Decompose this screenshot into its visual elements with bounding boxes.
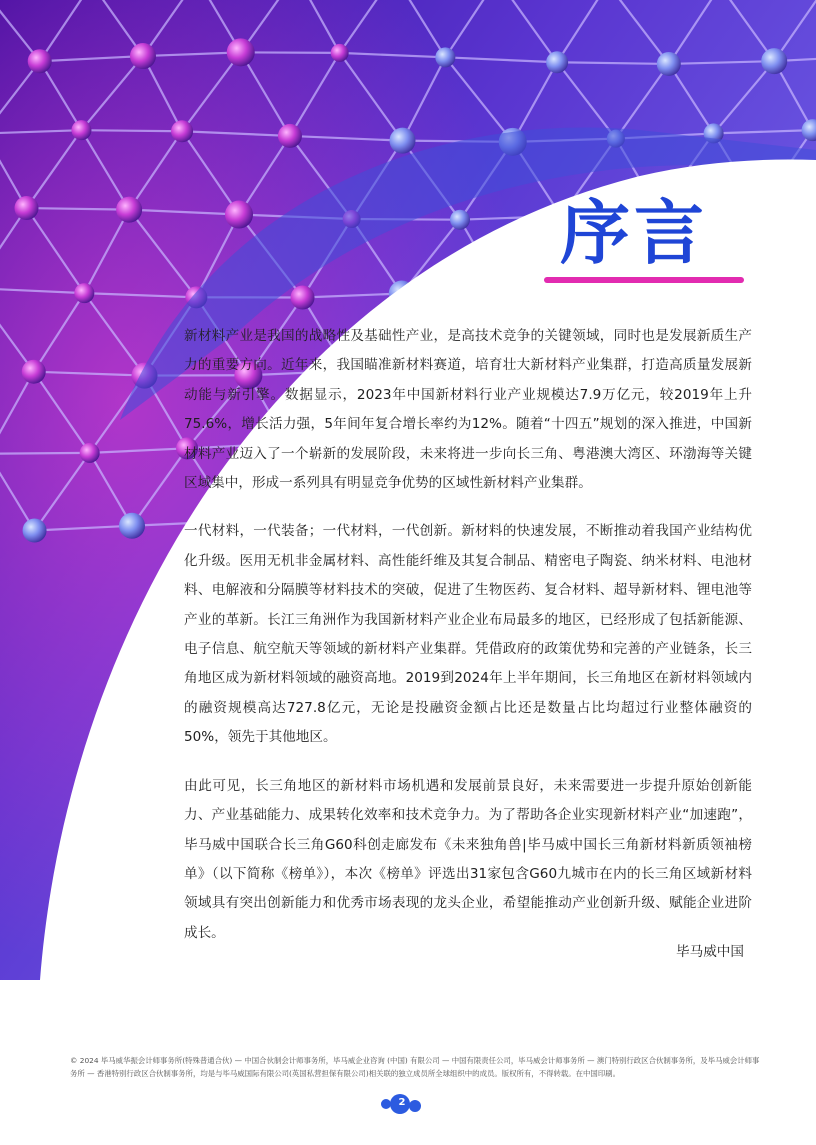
mesh-node (291, 285, 315, 309)
mesh-node (331, 44, 349, 62)
paragraph-2: 一代材料，一代装备；一代材料，一代创新。新材料的快速发展，不断推动着我国产业结构优化升级。医用无机非金属材料、高性能纤维及其复合制品、精密电子陶瓷、纳米材料、电池材料、电解液和分隔膜等材料技术的突破，促进了生物医药、复合材料、超导新材料、锂电池等产业的革新。长江三角洲作为我国新材料产业企业布局最多的地区，已经形成了包括新能源、电子信息、航空航天等领域的新材料产业集群。凭借政府的政策优势和完善的产业链条，长三角地区成为新材料领域的融资高地。2019到2024年上半年期间，长三角地区在新材料领域内的融资规模高达727.8亿元，无论是投融资金额占比还是数量占比均超过行业整体融资的50%，领先于其他地区。 (184, 523, 752, 746)
mesh-node (450, 210, 470, 230)
page-number-label: 2 (398, 1097, 406, 1108)
page-title: 序言 (560, 192, 708, 274)
paragraph-3: 由此可见，长三角地区的新材料市场机遇和发展前景良好，未来需要进一步提升原始创新能力、产业基础能力、成果转化效率和技术竞争力。为了帮助各企业实现新材料产业“加速跑”，毕马威中国联合长三角G60科创走廊发布《未来独角兽|毕马威中国长三角新材料新质领袖榜单》（以下简称《榜单》），本次《榜单》评选出31家包含G60九城市在内的长三角区域新材料领域具有突出创新能力和优秀市场表现的龙头企业，希望能推动产业创新升级、赋能企业进阶成长。 (184, 777, 752, 941)
mesh-node (171, 120, 193, 142)
mesh-node (761, 48, 787, 74)
mesh-node (116, 197, 142, 223)
mesh-node (225, 201, 253, 229)
mesh-node (657, 52, 681, 76)
mesh-node (227, 38, 255, 66)
mesh-node (278, 124, 302, 148)
mesh-link (241, 52, 340, 53)
footer-legal-text: © 2024 毕马威华振会计师事务所(特殊普通合伙) — 中国合伙制会计师事务所，毕马威企业咨询 (中国) 有限公司 — 中国有限责任公司，毕马威会计师事务所 — 澳门特别行政区合伙制事务所，及毕马威会计师事务所 — 香港特别行政区合伙制事务所，均是与毕马威国际有限公司(英国私营担保有限公司)相关联的独立成员所全球组织中的成员。版权所有，不得转载。在中国印刷。 (70, 1056, 760, 1078)
mesh-node (546, 51, 568, 73)
mesh-link (0, 453, 90, 454)
signature: 毕马威中国 (676, 944, 744, 960)
mesh-link (81, 130, 182, 131)
mesh-node (74, 283, 94, 303)
mesh-node (435, 47, 455, 67)
mesh-node (119, 513, 145, 539)
mesh-node (14, 196, 38, 220)
mesh-node (80, 443, 100, 463)
paragraph-1: 新材料产业是我国的战略性及基础性产业，是高技术竞争的关键领域，同时也是发展新质生产力的重要方向。近年来，我国瞄准新材料赛道，培育壮大新材料产业集群，打造高质量发展新动能与新引擎。数据显示，2023年中国新材料行业产业规模达7.9万亿元，较2019年上升75.6%，增长活力强，5年间年复合增长率约为12%。随着“十四五”规划的深入推进，中国新材料产业迈入了一个崭新的发展阶段，未来将进一步向长三角、粤港澳大湾区、环渤海等关键区域集中，形成一系列具有明显竞争优势的区域性新材料产业集群。 (184, 328, 752, 492)
mesh-node (389, 128, 415, 154)
mesh-node (71, 120, 91, 140)
mesh-node (130, 43, 156, 69)
mesh-node (22, 360, 46, 384)
title-underline (544, 277, 744, 283)
mesh-node (23, 519, 47, 543)
page-number (376, 1092, 436, 1118)
mesh-node (28, 49, 52, 73)
preface-body (184, 322, 752, 967)
